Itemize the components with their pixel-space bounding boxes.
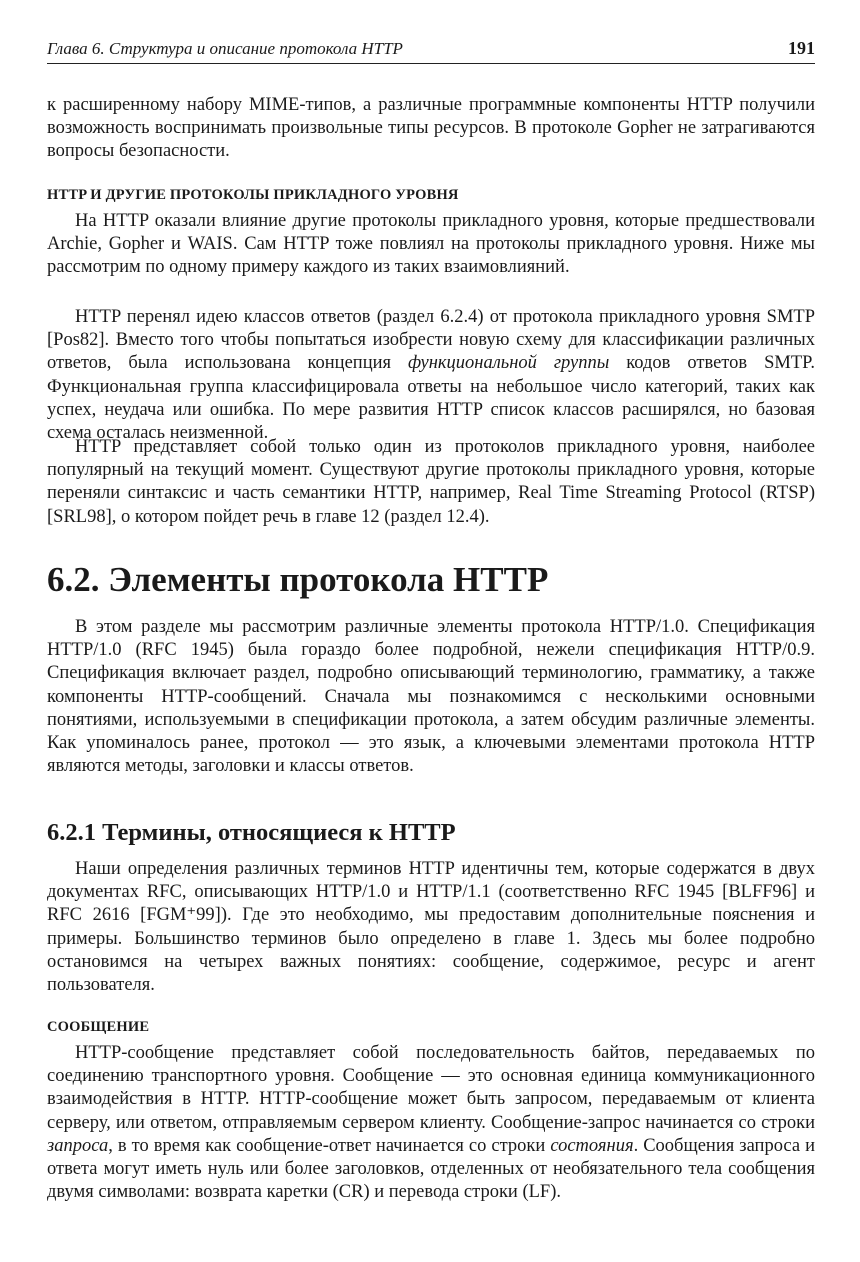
text-run: HTTP-сообщение представляет собой последовательность байтов, передаваемых по соединению транспортного уровня. Сообщение — это основная единица коммуникационного взаимодействия в HTTP. HTTP-сообщение может быть запросом, передаваемым от клиента серверу, или ответом, отправляемым сервером клиенту. Сообщение-запрос начинается со строки [47,1043,815,1133]
section-heading: 6.2. Элементы протокола HTTP [47,560,549,599]
text-run: HTTP перенял идею классов ответов (раздел 6.2.4) от протокола прикладного уровня SMTP [Pos82]. Вместо того чтобы попытаться изобрести новую схему для классификации различных ответов, была использована концепция [47,307,815,374]
paragraph: к расширенному набору MIME-типов, а различные программные компоненты HTTP получили возможность воспринимать произвольные типы ресурсов. В протоколе Gopher не затрагиваются вопросы безопасности. [47,95,815,162]
subsection-heading: 6.2.1 Термины, относящиеся к HTTP [47,819,456,846]
paragraph: В этом разделе мы рассмотрим различные элементы протокола HTTP/1.0. Спецификация HTTP/1.0 (RFC 1945) была гораздо более подробной, нежели спецификация HTTP/0.9. Спецификация включает раздел, подробно описывающий терминологию, грамматику, а также компоненты HTTP-сообщений. Сначала мы познакомимся с несколькими основными понятиями, используемыми в спецификации протокола, а затем обсудим различные элементы. Как упоминалось ранее, протокол — это язык, а ключевыми элементами протокола HTTP являются методы, заголовки и классы ответов. [47,617,815,777]
emphasis: запроса [47,1135,109,1156]
text-run: , в то время как сообщение-ответ начинается со строки [108,1135,551,1156]
paragraph [47,1042,815,1204]
paragraph: Наши определения различных терминов HTTP идентичны тем, которые содержатся в двух документах RFC, описывающих HTTP/1.0 и HTTP/1.1 (соответственно RFC 1945 [BLFF96] и RFC 2616 [FGM⁺99]). Где это необходимо, мы предоставим дополнительные пояснения и примеры. Большинство терминов было определено в главе 1. Здесь мы более подробно остановимся на четырех важных понятиях: сообщение, содержимое, ресурс и агент пользователя. [47,859,815,996]
paragraph [47,306,815,445]
text-run: кодов ответов SMTP. Функциональная группа классифицировала ответы на небольшое число категорий, таких как успех, неудача или ошибка. По мере развития HTTP список классов расширялся, но базовая схема осталась неизменной. [47,353,815,444]
subheading: СООБЩЕНИЕ [47,1019,150,1035]
emphasis: функциональной группы [407,353,610,374]
paragraph: HTTP представляет собой только один из протоколов прикладного уровня, наиболее популярный на текущий момент. Существуют другие протоколы прикладного уровня, которые переняли синтаксис и часть семантики HTTP, например, Real Time Streaming Protocol (RTSP) [SRL98], о котором пойдет речь в главе 12 (раздел 12.4). [47,437,815,527]
paragraph: На HTTP оказали влияние другие протоколы прикладного уровня, которые предшествовали Archie, Gopher и WAIS. Сам HTTP тоже повлиял на протоколы прикладного уровня. Ниже мы рассмотрим по одному примеру каждого из таких взаимовлияний. [47,211,815,278]
text-run: . Сообщения запроса и ответа могут иметь нуль или более заголовков, отделенных от необязательного тела сообщения двумя символами: возврата каретки (CR) и перевода строки (LF). [47,1135,815,1203]
chapter-title: Глава 6. Структура и описание протокола HTTP [47,39,403,58]
page-number: 191 [788,38,815,58]
running-header [47,39,815,64]
emphasis: состояния [550,1135,634,1156]
subheading: HTTP И ДРУГИЕ ПРОТОКОЛЫ ПРИКЛАДНОГО УРОВНЯ [47,187,459,203]
